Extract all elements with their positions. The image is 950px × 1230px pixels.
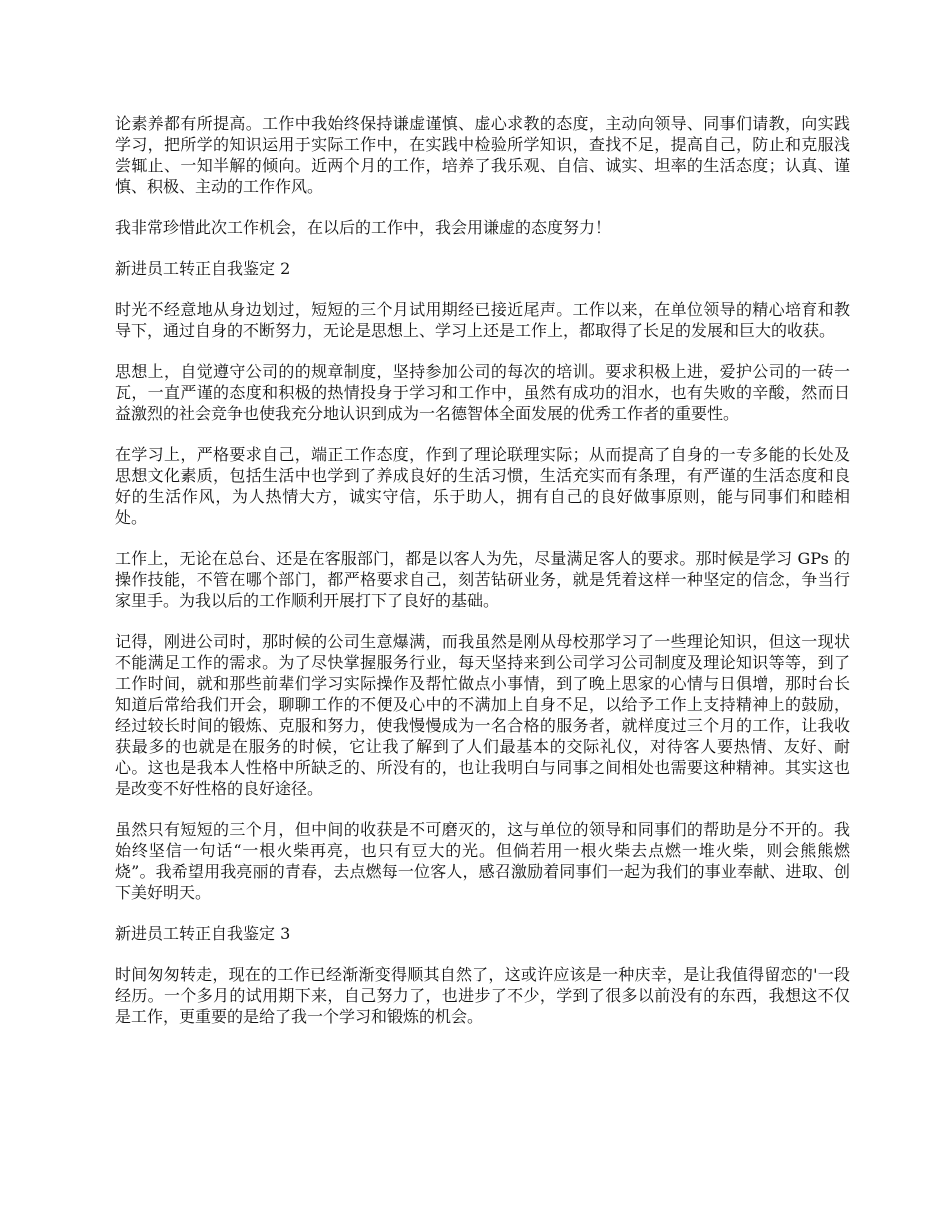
paragraph: 论素养都有所提高。工作中我始终保持谦虚谨慎、虚心求教的态度，主动向领导、同事们请教，向实践学习，把所学的知识运用于实际工作中，在实践中检验所学知识，查找不足，提高自己，防止和克服浅尝辄止、一知半解的倾向。近两个月的工作，培养了我乐观、自信、诚实、坦率的生活态度；认真、谨慎、积极、主动的工作作风。 [115,114,850,196]
paragraph: 时间匆匆转走，现在的工作已经渐渐变得顺其自然了，这或许应该是一种庆幸，是让我值得留恋的'一段经历。一个多月的试用期下来，自己努力了，也进步了不少，学到了很多以前没有的东西，我想这不仅是工作，更重要的是给了我一个学习和锻炼的机会。 [115,965,850,1026]
paragraph: 在学习上，严格要求自己，端正工作态度，作到了理论联理实际；从而提高了自身的一专多能的长处及思想文化素质，包括生活中也学到了养成良好的生活习惯，生活充实而有条理，有严谨的生活态度和良好的生活作风，为人热情大方，诚实守信，乐于助人，拥有自己的良好做事原则，能与同事们和睦相处。 [115,445,850,527]
paragraph: 时光不经意地从身边划过，短短的三个月试用期经已接近尾声。工作以来，在单位领导的精心培育和教导下，通过自身的不断努力，无论是思想上、学习上还是工作上，都取得了长足的发展和巨大的收获。 [115,300,850,340]
paragraph: 我非常珍惜此次工作机会，在以后的工作中，我会用谦虚的态度努力！ [115,218,612,237]
section-heading: 新进员工转正自我鉴定 2 [115,259,291,278]
section-heading: 新进员工转正自我鉴定 3 [115,924,291,943]
paragraph: 工作上，无论在总台、还是在客服部门，都是以客人为先，尽量满足客人的要求。那时候是学习 GPs 的操作技能，不管在哪个部门，都严格要求自己，刻苦钻研业务，就是凭着这样一种坚定的信念，争当行家里手。为我以后的工作顺利开展打下了良好的基础。 [115,549,850,610]
paragraph: 思想上，自觉遵守公司的的规章制度，坚持参加公司的每次的培训。要求积极上进，爱护公司的一砖一瓦，一直严谨的态度和积极的热情投身于学习和工作中，虽然有成功的泪水，也有失败的辛酸，然而日益激烈的社会竞争也使我充分地认识到成为一名德智体全面发展的优秀工作者的重要性。 [115,362,850,423]
document-page [115,113,850,1047]
paragraph: 记得，刚进公司时，那时候的公司生意爆满，而我虽然是刚从母校那学习了一些理论知识，但这一现状不能满足工作的需求。为了尽快掌握服务行业，每天坚持来到公司学习公司制度及理论知识等等，到了工作时间，就和那些前辈们学习实际操作及帮忙做点小事情，到了晚上思家的心情与日俱增，那时台长知道后常给我们开会，聊聊工作的不便及心中的不满加上自身不足，以给予工作上支持精神上的鼓励，经过较长时间的锻炼、克服和努力，使我慢慢成为一名合格的服务者，就样度过三个月的工作，让我收获最多的也就是在服务的时候，它让我了解到了人们最基本的交际礼仪，对待客人要热情、友好、耐心。这也是我本人性格中所缺乏的、所没有的，也让我明白与同事之间相处也需要这种精神。其实这也是改变不好性格的良好途径。 [115,632,850,798]
paragraph: 虽然只有短短的三个月，但中间的收获是不可磨灭的，这与单位的领导和同事们的帮助是分不开的。我始终坚信一句话“一根火柴再亮，也只有豆大的光。但倘若用一根火柴去点燃一堆火柴，则会熊熊燃烧”。我希望用我亮丽的青春，去点燃每一位客人，感召激励着同事们一起为我们的事业奉献、进取、创下美好明天。 [115,820,850,902]
